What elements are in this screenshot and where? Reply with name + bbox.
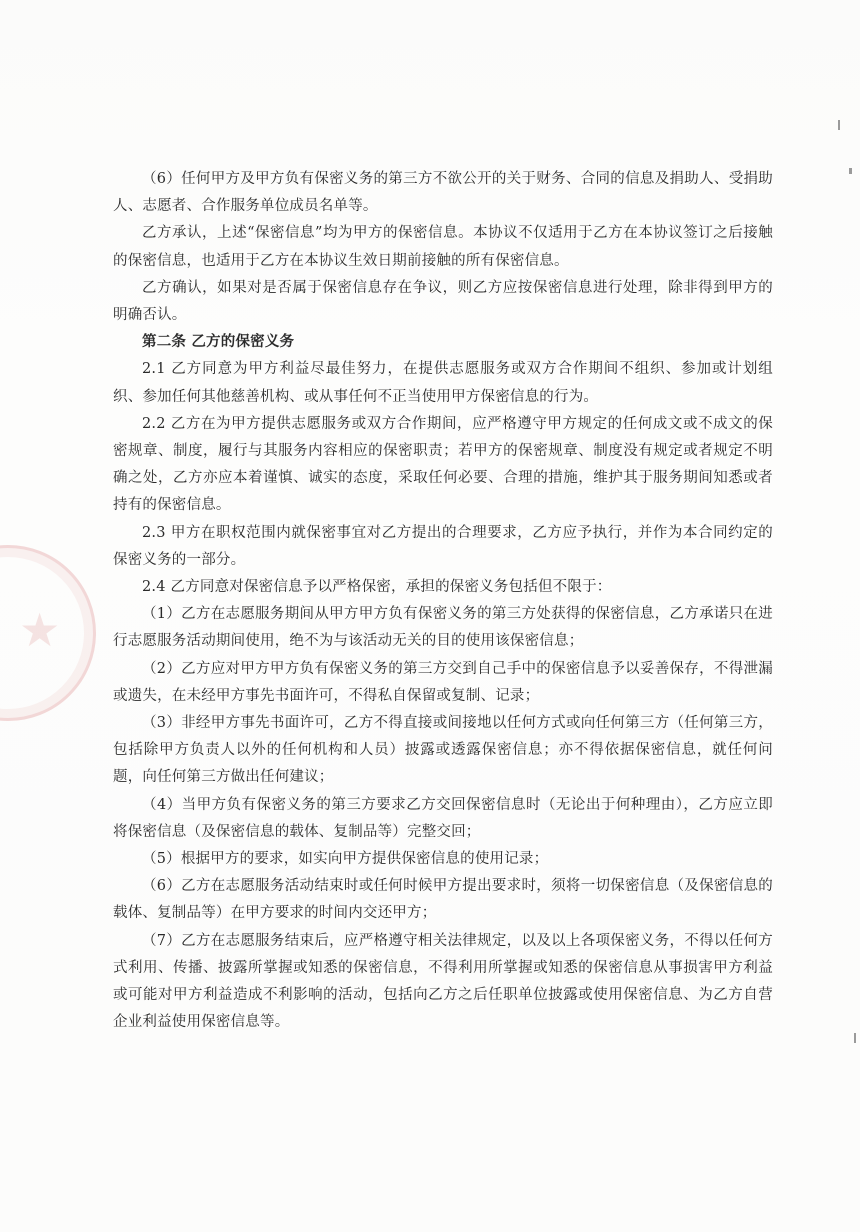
seal-star-icon: ★ bbox=[19, 603, 61, 657]
section-heading: 第二条 乙方的保密义务 bbox=[142, 334, 295, 351]
scan-mark bbox=[838, 120, 840, 130]
clause: 2.2 乙方在为甲方提供志愿服务或双方合作期间，应严格遵守甲方规定的任何成文或不成文的保密规章、制度，履行与其服务内容相应的保密职责；若甲方的保密规章、制度没有规定或者规定不明确之处，乙方亦应本着谨慎、诚实的态度，采取任何必要、合理的措施，维护其于服务期间知悉或者持有的保密信息。 bbox=[113, 415, 773, 514]
list-item: （7）乙方在志愿服务结束后，应严格遵守相关法律规定，以及以上各项保密义务，不得以任何方式利用、传播、披露所掌握或知悉的保密信息，不得利用所掌握或知悉的保密信息从事损害甲方利益或可能对甲方利益造成不利影响的活动，包括向乙方之后任职单位披露或使用保密信息、为乙方自营企业利益使用保密信息等。 bbox=[113, 932, 773, 1031]
clause: 2.4 乙方同意对保密信息予以严格保密，承担的保密义务包括但不限于： bbox=[142, 579, 612, 596]
document-body bbox=[113, 166, 773, 1037]
clause: 2.1 乙方同意为甲方利益尽最佳努力，在提供志愿服务或双方合作期间不组织、参加或计划组织、参加任何其他慈善机构、或从事任何不正当使用甲方保密信息的行为。 bbox=[113, 361, 773, 405]
list-item: （2）乙方应对甲方甲方负有保密义务的第三方交到自己手中的保密信息予以妥善保存，不得泄漏或遗失，在未经甲方事先书面许可，不得私自保留或复制、记录； bbox=[113, 660, 773, 704]
list-item: （3）非经甲方事先书面许可，乙方不得直接或间接地以任何方式或向任何第三方（任何第三方，包括除甲方负责人以外的任何机构和人员）披露或透露保密信息；亦不得依据保密信息，就任何问题，向任何第三方做出任何建议； bbox=[113, 715, 773, 786]
list-item: （1）乙方在志愿服务期间从甲方甲方负有保密义务的第三方处获得的保密信息，乙方承诺只在进行志愿服务活动期间使用，绝不为与该活动无关的目的使用该保密信息； bbox=[113, 606, 773, 650]
clause: 2.3 甲方在职权范围内就保密事宜对乙方提出的合理要求，乙方应予执行，并作为本合同约定的保密义务的一部分。 bbox=[113, 524, 773, 568]
red-seal-stamp bbox=[0, 545, 96, 721]
paragraph: 乙方确认，如果对是否属于保密信息存在争议，则乙方应按保密信息进行处理，除非得到甲方的明确否认。 bbox=[113, 279, 773, 324]
paragraph: （6）任何甲方及甲方负有保密义务的第三方不欲公开的关于财务、合同的信息及捐助人、受捐助人、志愿者、合作服务单位成员名单等。 bbox=[113, 171, 773, 215]
list-item: （4）当甲方负有保密义务的第三方要求乙方交回保密信息时（无论出于何种理由），乙方应立即将保密信息（及保密信息的载体、复制品等）完整交回； bbox=[113, 796, 773, 840]
paragraph: 乙方承认，上述“保密信息”均为甲方的保密信息。本协议不仅适用于乙方在本协议签订之后接触的保密信息，也适用于乙方在本协议生效日期前接触的所有保密信息。 bbox=[113, 225, 773, 269]
scan-mark bbox=[854, 1033, 856, 1043]
list-item: （6）乙方在志愿服务活动结束时或任何时候甲方提出要求时，须将一切保密信息（及保密信息的载体、复制品等）在甲方要求的时间内交还甲方； bbox=[113, 878, 773, 922]
list-item: （5）根据甲方的要求，如实向甲方提供保密信息的使用记录； bbox=[142, 851, 549, 868]
scan-mark bbox=[849, 168, 852, 174]
